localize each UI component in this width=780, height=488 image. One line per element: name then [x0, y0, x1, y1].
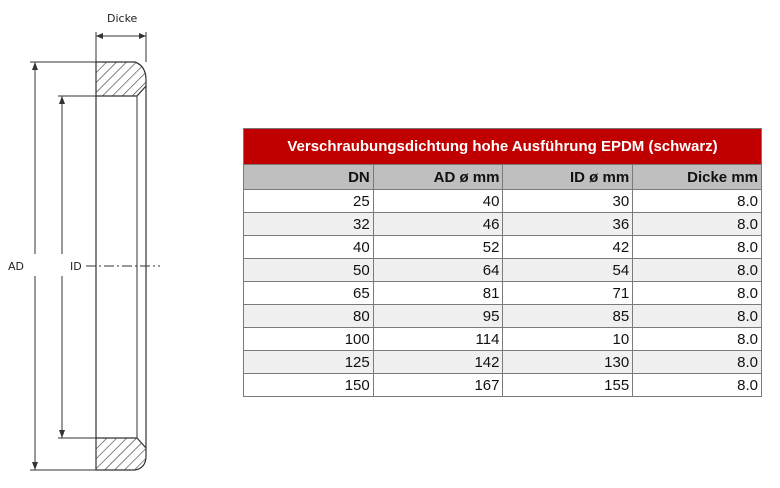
- cell-thickness: 8.0: [633, 328, 762, 351]
- table-row: [244, 282, 762, 305]
- ad-arrow-top: [32, 62, 38, 70]
- cell-dn: 65: [244, 282, 374, 305]
- cell-ad: 142: [373, 351, 503, 374]
- cell-id: 155: [503, 374, 633, 397]
- cell-ad: 64: [373, 259, 503, 282]
- cell-thickness: 8.0: [633, 236, 762, 259]
- cell-thickness: 8.0: [633, 213, 762, 236]
- cell-dn: 150: [244, 374, 374, 397]
- id-arrow-bottom: [59, 430, 65, 438]
- table-header-row: [244, 165, 762, 190]
- cell-ad: 52: [373, 236, 503, 259]
- cell-dn: 32: [244, 213, 374, 236]
- column-header-dn: DN: [244, 165, 374, 190]
- table-row: [244, 328, 762, 351]
- table-row: [244, 259, 762, 282]
- id-label: ID: [70, 260, 82, 273]
- cell-dn: 25: [244, 190, 374, 213]
- column-header-id: ID ø mm: [503, 165, 633, 190]
- thickness-arrow-right: [139, 33, 146, 39]
- gasket-dimension-table: [243, 128, 762, 397]
- cell-ad: 114: [373, 328, 503, 351]
- cell-id: 130: [503, 351, 633, 374]
- cell-thickness: 8.0: [633, 259, 762, 282]
- cell-dn: 40: [244, 236, 374, 259]
- cell-ad: 81: [373, 282, 503, 305]
- cell-dn: 100: [244, 328, 374, 351]
- ad-arrow-bottom: [32, 462, 38, 470]
- cell-id: 36: [503, 213, 633, 236]
- table-title-row: [244, 129, 762, 165]
- table-row: [244, 351, 762, 374]
- cell-thickness: 8.0: [633, 305, 762, 328]
- table-row: [244, 305, 762, 328]
- ad-label: AD: [8, 260, 24, 273]
- cell-ad: 40: [373, 190, 503, 213]
- thickness-label: Dicke: [107, 12, 138, 25]
- cell-id: 54: [503, 259, 633, 282]
- cell-id: 10: [503, 328, 633, 351]
- cell-dn: 50: [244, 259, 374, 282]
- gasket-bottom-section: [96, 438, 146, 470]
- cell-thickness: 8.0: [633, 282, 762, 305]
- table-row: [244, 374, 762, 397]
- cell-dn: 80: [244, 305, 374, 328]
- cell-ad: 95: [373, 305, 503, 328]
- cell-thickness: 8.0: [633, 351, 762, 374]
- cell-ad: 46: [373, 213, 503, 236]
- cell-thickness: 8.0: [633, 374, 762, 397]
- cell-id: 85: [503, 305, 633, 328]
- cell-id: 71: [503, 282, 633, 305]
- gasket-cross-section-drawing: [0, 0, 240, 488]
- id-arrow-top: [59, 96, 65, 104]
- column-header-thickness: Dicke mm: [633, 165, 762, 190]
- cell-thickness: 8.0: [633, 190, 762, 213]
- table-title: Verschraubungsdichtung hohe Ausführung EPDM (schwarz): [244, 129, 762, 165]
- table-row: [244, 213, 762, 236]
- cell-id: 42: [503, 236, 633, 259]
- cell-id: 30: [503, 190, 633, 213]
- cell-dn: 125: [244, 351, 374, 374]
- thickness-arrow-left: [96, 33, 103, 39]
- table-row: [244, 190, 762, 213]
- table-row: [244, 236, 762, 259]
- gasket-top-section: [96, 62, 146, 96]
- column-header-ad: AD ø mm: [373, 165, 503, 190]
- cell-ad: 167: [373, 374, 503, 397]
